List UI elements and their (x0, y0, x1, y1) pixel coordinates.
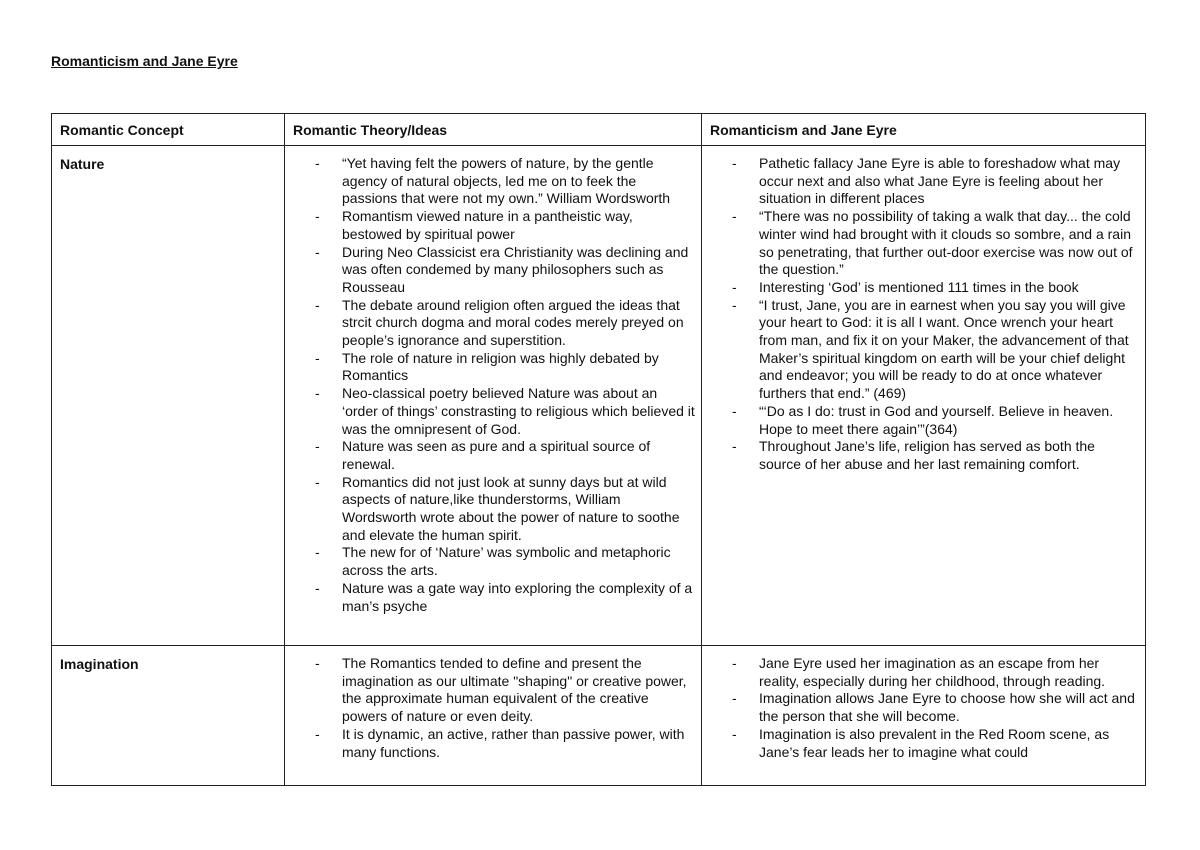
list-item: - Romantics did not just look at sunny days but at wild aspects of nature,like thunderstorms, William Wordsworth wrote about the power of nature to soothe and elevate the human spirit. (285, 474, 695, 545)
list-item: - The debate around religion often argued the ideas that strcit church dogma and moral codes merely preyed on people’s ignorance and superstition. (285, 297, 695, 350)
list-item: - Nature was a gate way into exploring the complexity of a man’s psyche (285, 580, 695, 615)
list-item: - Pathetic fallacy Jane Eyre is able to foreshadow what may occur next and also what Jane Eyre is feeling about her situation in different places (702, 155, 1139, 208)
theory-cell-nature (285, 146, 702, 646)
jane-eyre-list-imagination (702, 655, 1139, 761)
list-item: - The Romantics tended to define and present the imagination as our ultimate "shaping" or creative power, the approximate human equivalent of the creative powers of nature or even deity. (285, 655, 695, 726)
list-item: - The new for of ‘Nature’ was symbolic and metaphoric across the arts. (285, 544, 695, 579)
list-item: - Interesting ‘God’ is mentioned 111 times in the book (702, 279, 1139, 297)
jane-eyre-cell-imagination (702, 646, 1146, 786)
theory-list-imagination (285, 655, 695, 761)
document-title: Romanticism and Jane Eyre (51, 53, 238, 69)
list-item: - Nature was seen as pure and a spiritual source of renewal. (285, 438, 695, 473)
list-item: - Imagination allows Jane Eyre to choose how she will act and the person that she will become. (702, 690, 1139, 725)
header-romantic-theory: Romantic Theory/Ideas (285, 114, 702, 146)
theory-cell-imagination (285, 646, 702, 786)
list-item: - During Neo Classicist era Christianity was declining and was often condemed by many philosophers such as Rousseau (285, 244, 695, 297)
list-item: - “I trust, Jane, you are in earnest when you say you will give your heart to God: it is all I want. Once wrench your heart from man, and fix it on your Maker, the advancement of that Maker’s spiritual kingdom on earth will be your chief delight and endeavor; you will be ready to do at once whatever furthers that end.” (469) (702, 297, 1139, 403)
list-item: - The role of nature in religion was highly debated by Romantics (285, 350, 695, 385)
concept-nature: Nature (52, 146, 285, 646)
table-header-row (52, 114, 1146, 146)
list-item: - Neo-classical poetry believed Nature was about an ‘order of things’ constrasting to religious which believed it was the omnipresent of God. (285, 385, 695, 438)
list-item: - “Yet having felt the powers of nature, by the gentle agency of natural objects, led me on to feek the passions that were not my own.” William Wordsworth (285, 155, 695, 208)
jane-eyre-cell-nature (702, 146, 1146, 646)
table-row-imagination (52, 646, 1146, 786)
header-romanticism-jane-eyre: Romanticism and Jane Eyre (702, 114, 1146, 146)
list-item: - Imagination is also prevalent in the Red Room scene, as Jane’s fear leads her to imagine what could (702, 726, 1139, 761)
list-item: - Throughout Jane’s life, religion has served as both the source of her abuse and her last remaining comfort. (702, 438, 1139, 473)
list-item: - “There was no possibility of taking a walk that day... the cold winter wind had brought with it clouds so sombre, and a rain so penetrating, that further out-door exercise was now out of the question.” (702, 208, 1139, 279)
list-item: - Jane Eyre used her imagination as an escape from her reality, especially during her childhood, through reading. (702, 655, 1139, 690)
table-row-nature (52, 146, 1146, 646)
concepts-table (51, 113, 1146, 786)
list-item: - It is dynamic, an active, rather than passive power, with many functions. (285, 726, 695, 761)
jane-eyre-list-nature (702, 155, 1139, 474)
list-item: - “‘Do as I do: trust in God and yourself. Believe in heaven. Hope to meet there again’”(364) (702, 403, 1139, 438)
concept-imagination: Imagination (52, 646, 285, 786)
header-romantic-concept: Romantic Concept (52, 114, 285, 146)
theory-list-nature (285, 155, 695, 615)
list-item: - Romantism viewed nature in a pantheistic way, bestowed by spiritual power (285, 208, 695, 243)
